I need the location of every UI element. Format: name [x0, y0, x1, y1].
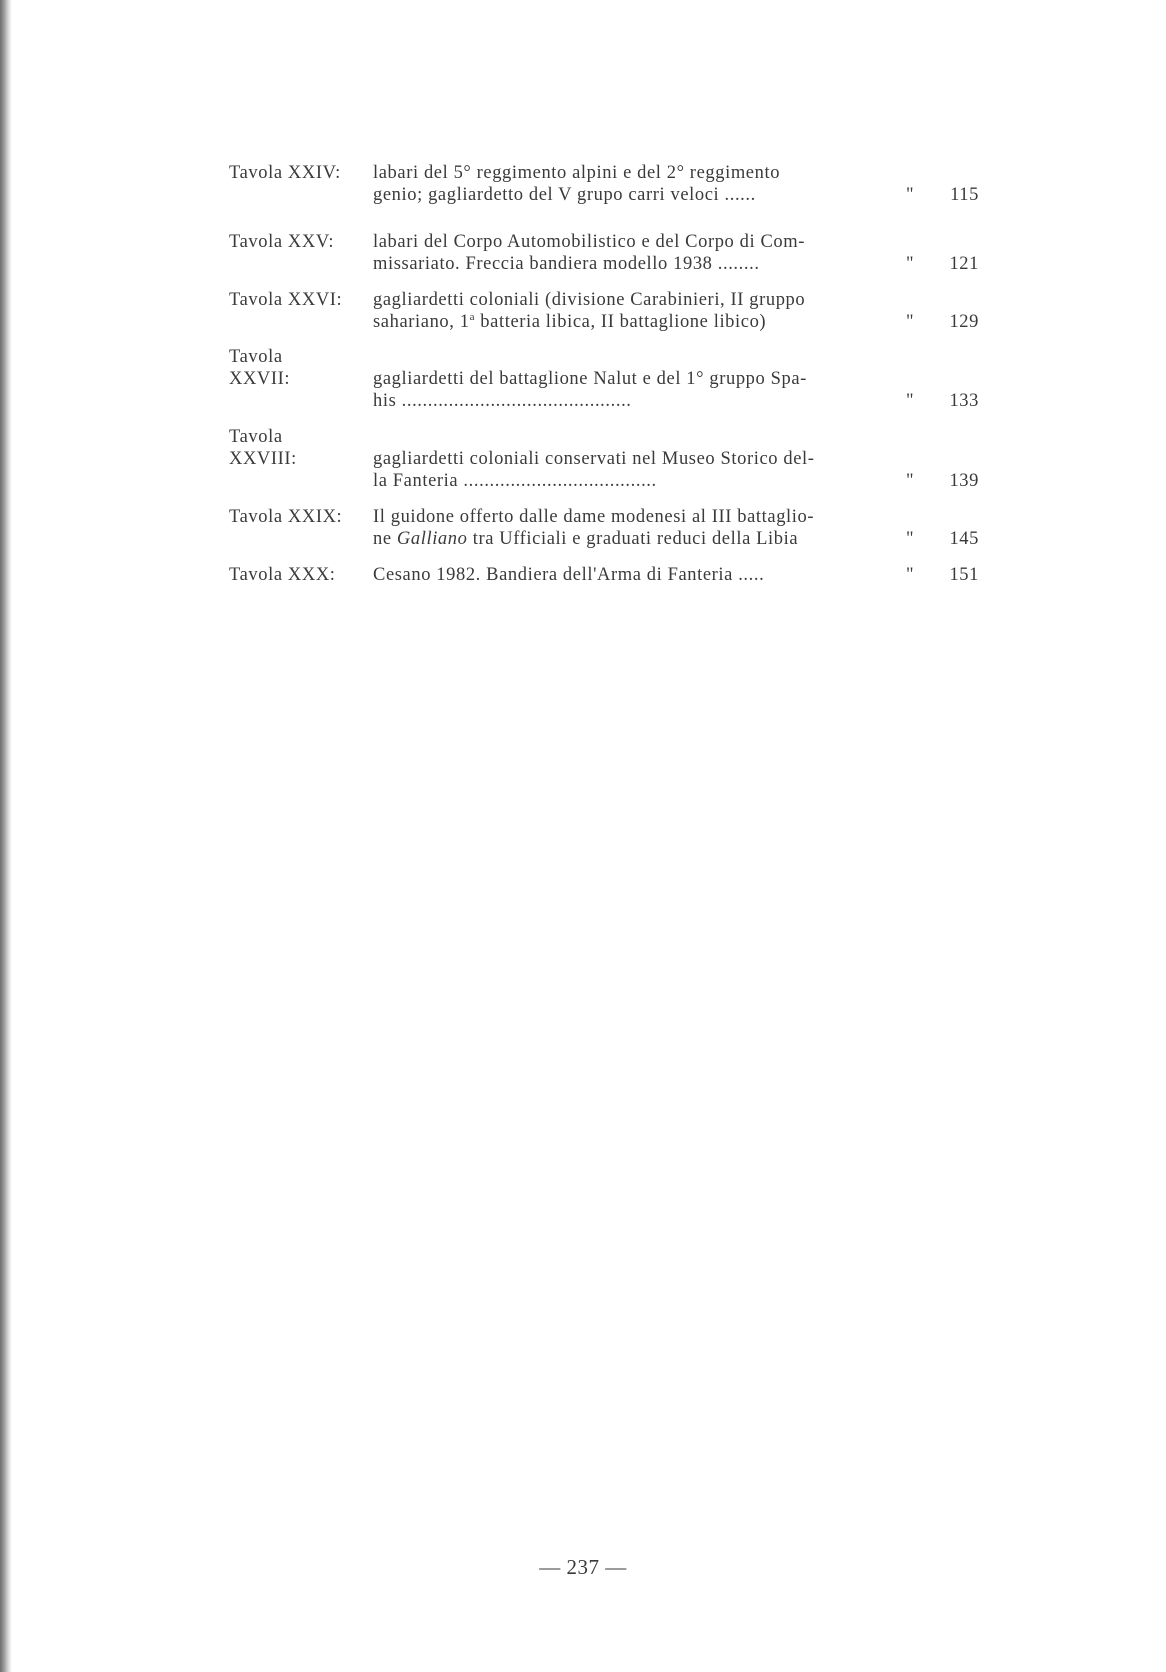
description-fragment: tra Ufficiali e graduati reduci della Libia — [472, 529, 799, 549]
page-reference: 151 — [949, 565, 979, 585]
entry-label: Tavola XXV: — [229, 232, 335, 252]
page-reference: 121 — [949, 254, 979, 274]
description-line: la Fanteria ..................................... — [373, 471, 657, 491]
ditto-mark: " — [906, 185, 915, 205]
ditto-mark: " — [906, 565, 915, 585]
description-line: missariato. Freccia bandiera modello 1938 ........ — [373, 254, 760, 274]
description-line: gagliardetti coloniali (divisione Carabinieri, II gruppo — [373, 290, 806, 310]
description-line: labari del 5° reggimento alpini e del 2° reggimento — [373, 163, 781, 183]
entry-label-line: XXVIII: — [229, 449, 297, 469]
description-line: genio; gagliardetto del V grupo carri veloci ...... — [373, 185, 756, 205]
ditto-mark: " — [906, 471, 915, 491]
ordinal-superscript: a — [469, 310, 476, 323]
italic-name: Galliano — [396, 529, 468, 549]
entry-label: Tavola XXX: — [229, 565, 336, 585]
entry-description — [373, 506, 1106, 550]
entry-label — [229, 426, 297, 470]
entry-description — [373, 448, 1106, 492]
page-reference: 129 — [949, 312, 979, 332]
ditto-mark: " — [906, 529, 915, 549]
entry-label: Tavola XXIX: — [229, 507, 343, 527]
description-line: his ............................................ — [373, 391, 632, 411]
entry-description — [373, 162, 1106, 206]
description-line: gagliardetti coloniali conservati nel Museo Storico del- — [373, 449, 815, 469]
description-line: labari del Corpo Automobilistico e del Corpo di Com- — [373, 232, 805, 252]
description-line: Il guidone offerto dalle dame modenesi al III battaglio- — [373, 507, 815, 527]
description-line: gagliardetti del battaglione Nalut e del 1° gruppo Spa- — [373, 369, 807, 389]
entry-label-line: Tavola — [229, 347, 283, 367]
entry-label: Tavola XXIV: — [229, 163, 341, 183]
page-reference: 139 — [949, 471, 979, 491]
description-line: Cesano 1982. Bandiera dell'Arma di Fanteria ..... — [373, 565, 765, 585]
ditto-mark: " — [906, 312, 915, 332]
description-line — [373, 528, 1106, 550]
entry-label: Tavola XXVI: — [229, 290, 343, 310]
entry-description — [373, 289, 1106, 333]
description-fragment: ne — [373, 529, 392, 549]
description-line: sahariano, 1$^a$ batteria libica, II battaglione libico) — [373, 310, 767, 332]
entry-description — [373, 368, 1106, 412]
entry-label-line: XXVII: — [229, 369, 291, 389]
page-number: — 237 — — [539, 1555, 627, 1579]
page-reference: 145 — [949, 529, 979, 549]
entry-label-line: Tavola — [229, 427, 283, 447]
page-reference: 115 — [950, 185, 979, 205]
entry-description — [373, 564, 1106, 586]
entry-label — [229, 346, 290, 390]
page-binding-edge — [0, 0, 12, 1672]
ditto-mark: " — [906, 391, 915, 411]
entry-description — [373, 231, 1106, 275]
ditto-mark: " — [906, 254, 915, 274]
page-reference: 133 — [949, 391, 979, 411]
